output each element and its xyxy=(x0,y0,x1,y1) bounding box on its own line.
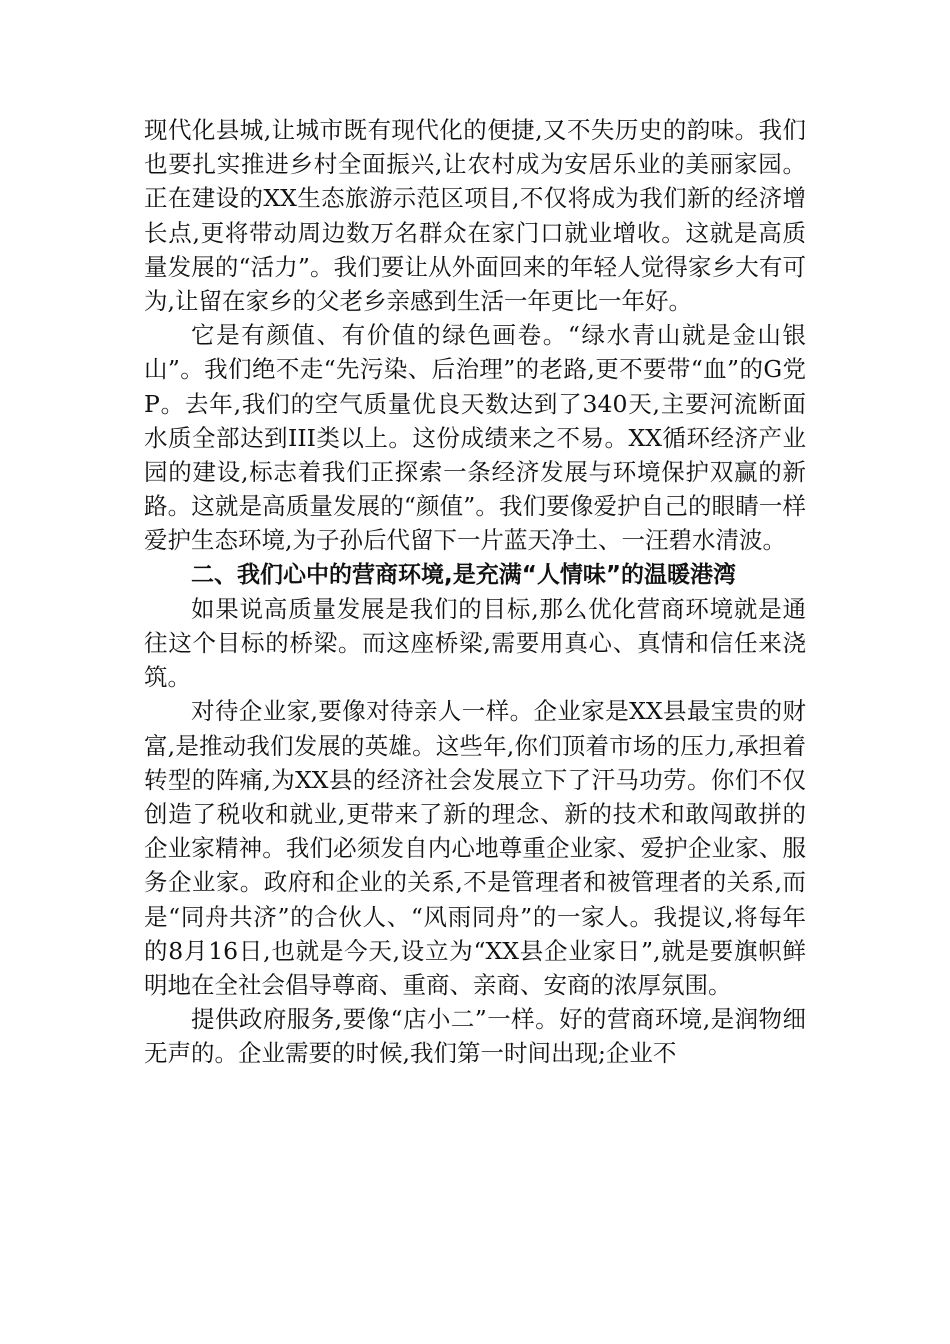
paragraph-2: 它是有颜值、有价值的绿色画卷。“绿水青山就是金山银山”。我们绝不走“先污染、后治理”的老路,更不要带“血”的G党P。去年,我们的空气质量优良天数达到了340天,主要河流断面水质全部达到III类以上。这份成绩来之不易。XX循环经济产业园的建设,标志着我们正探索一条经济发展与环境保护双赢的新路。这就是高质量发展的“颜值”。我们要像爱护自己的眼睛一样爱护生态环境,为子孙后代留下一片蓝天净土、一汪碧水清波。 xyxy=(144,321,806,555)
paragraph-4: 对待企业家,要像对待亲人一样。企业家是XX县最宝贵的财富,是推动我们发展的英雄。这些年,你们顶着市场的压力,承担着转型的阵痛,为XX县的经济社会发展立下了汗马功劳。你们不仅创造了税收和就业,更带来了新的理念、新的技术和敢闯敢拼的企业家精神。我们必须发自内心地尊重企业家、爱护企业家、服务企业家。政府和企业的关系,不是管理者和被管理者的关系,而是“同舟共济”的合伙人、“风雨同舟”的一家人。我提议,将每年的8月16日,也就是今天,设立为“XX县企业家日”,就是要旗帜鲜明地在全社会倡导尊商、重商、亲商、安商的浓厚氛围。 xyxy=(144,697,806,1000)
section-heading: 二、我们心中的营商环境,是充满“人情味”的温暖港湾 xyxy=(191,561,736,588)
paragraph-3: 如果说高质量发展是我们的目标,那么优化营商环境就是通往这个目标的桥梁。而这座桥梁,需要用真心、真情和信任来浇筑。 xyxy=(144,594,806,692)
document-body xyxy=(144,113,806,1071)
paragraph-5: 提供政府服务,要像“店小二”一样。好的营商环境,是润物细无声的。企业需要的时候,我们第一时间出现;企业不 xyxy=(144,1005,806,1068)
paragraph-1: 现代化县城,让城市既有现代化的便捷,又不失历史的韵味。我们也要扎实推进乡村全面振兴,让农村成为安居乐业的美丽家园。正在建设的XX生态旅游示范区项目,不仅将成为我们新的经济增长点,更将带动周边数万名群众在家门口就业增收。这就是高质量发展的“活力”。我们要让从外面回来的年轻人觉得家乡大有可为,让留在家乡的父老乡亲感到生活一年更比一年好。 xyxy=(144,116,806,316)
